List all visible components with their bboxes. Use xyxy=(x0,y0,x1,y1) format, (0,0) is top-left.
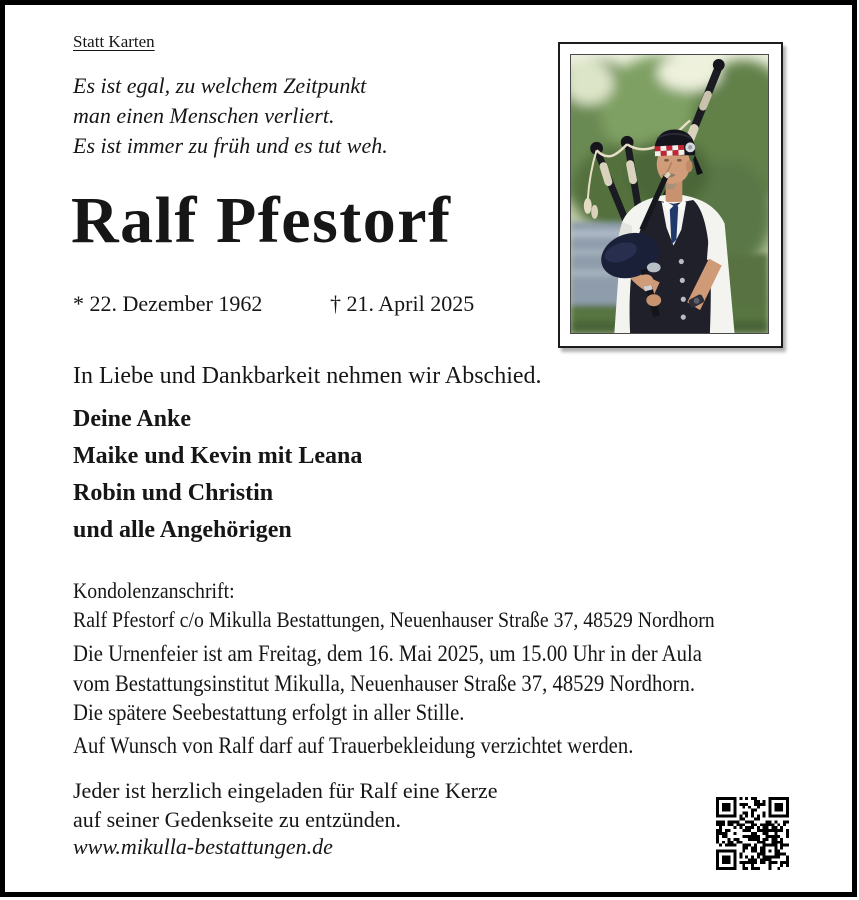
deceased-name: Ralf Pfestorf xyxy=(71,184,452,257)
life-dates xyxy=(73,291,475,317)
mourner-line: und alle Angehörigen xyxy=(73,517,292,543)
photo-frame xyxy=(558,42,783,348)
bagpiper-photo xyxy=(570,54,769,334)
mourner-line: Deine Anke xyxy=(73,406,192,432)
service-line: vom Bestattungsinstitut Mikulla, Neuenhauser Straße 37, 48529 Nordhorn. xyxy=(73,670,696,696)
verse-line: Es ist egal, zu welchem Zeitpunkt xyxy=(73,73,367,98)
farewell-line: In Liebe und Dankbarkeit nehmen wir Abschied. xyxy=(73,363,542,389)
service-line: Die spätere Seebestattung erfolgt in aller Stille. xyxy=(73,700,465,725)
mourners-list xyxy=(73,401,362,549)
candle-line: Jeder ist herzlich eingeladen für Ralf eine Kerze xyxy=(73,778,498,803)
condolence-block xyxy=(73,577,715,634)
bagpiper-illustration xyxy=(571,55,768,333)
qr-code-graphic xyxy=(716,797,789,870)
dress-code-note: Auf Wunsch von Ralf darf auf Trauerbekleidung verzichtet werden. xyxy=(73,733,634,758)
service-line: Die Urnenfeier ist am Freitag, dem 16. Mai 2025, um 15.00 Uhr in der Aula xyxy=(73,641,702,666)
birth-date: * 22. Dezember 1962 xyxy=(73,291,263,316)
verse-line: Es ist immer zu früh und es tut weh. xyxy=(73,133,388,158)
service-details xyxy=(73,639,702,728)
pre-header: Statt Karten xyxy=(73,32,155,51)
mourner-line: Maike und Kevin mit Leana xyxy=(73,443,363,469)
condolence-label: Kondolenzanschrift: xyxy=(73,578,235,603)
condolence-address: Ralf Pfestorf c/o Mikulla Bestattungen, Neuenhauser Straße 37, 48529 Nordhorn xyxy=(73,606,715,632)
verse-line: man einen Menschen verliert. xyxy=(73,103,335,128)
candle-line: auf seiner Gedenkseite zu entzünden. xyxy=(73,807,402,832)
death-date: † 21. April 2025 xyxy=(330,291,475,316)
mourner-line: Robin und Christin xyxy=(73,480,274,506)
qr-code xyxy=(716,797,789,870)
memorial-verse xyxy=(73,71,388,161)
candle-invitation xyxy=(73,776,498,834)
memorial-website-link[interactable]: www.mikulla-bestattungen.de xyxy=(73,834,333,859)
